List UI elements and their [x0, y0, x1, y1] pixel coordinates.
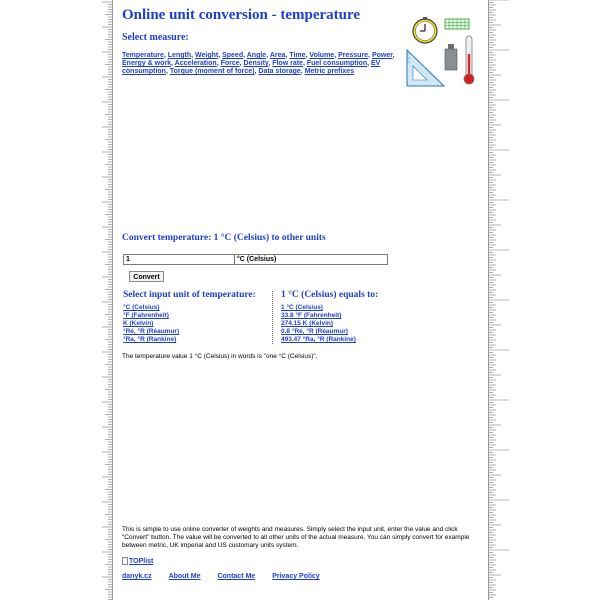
- toplist-label: TOPlist: [129, 557, 154, 565]
- page-title: Online unit conversion - temperature: [122, 7, 361, 23]
- convert-heading: Convert temperature: 1 °C (Celsius) to other units: [122, 233, 326, 243]
- thermometer-icon: [464, 36, 474, 84]
- select-measure-heading: Select measure:: [122, 32, 189, 43]
- measure-link[interactable]: Density: [243, 60, 269, 67]
- input-unit-link[interactable]: °C (Celsius): [123, 304, 160, 311]
- measure-link[interactable]: Temperature: [122, 52, 164, 59]
- measure-link[interactable]: Energy & work: [122, 60, 172, 67]
- measurement-illustration: [404, 14, 482, 88]
- results-heading: 1 °C (Celsius) equals to:: [281, 290, 379, 300]
- footer-link[interactable]: danyk.cz: [122, 573, 152, 580]
- result-link[interactable]: 1 °C (Celsius): [281, 304, 323, 311]
- input-unit-link[interactable]: K (Kelvin): [123, 320, 154, 327]
- measure-link[interactable]: Length: [167, 52, 192, 59]
- measure-link[interactable]: Fuel consumption: [306, 60, 368, 67]
- measure-link[interactable]: Force: [220, 60, 240, 67]
- input-unit-link[interactable]: °Ra, °R (Rankine): [123, 336, 177, 343]
- measure-link[interactable]: Area: [269, 52, 286, 59]
- measure-link[interactable]: Acceleration: [174, 60, 217, 67]
- description-text: This is simple to use online converter of weights and measures. Simply select the input unit, enter the value and click "Convert" button. The value will be converted to all other units of the actual measure. You can simply convert for example between metric, UK imperial and US customary units system.: [122, 526, 470, 549]
- footer-link[interactable]: Contact Me: [217, 573, 256, 580]
- input-unit-list: [123, 304, 271, 344]
- measure-link[interactable]: Weight: [195, 52, 219, 59]
- measure-link[interactable]: Speed: [222, 52, 244, 59]
- grid-icon: [445, 19, 469, 29]
- result-link[interactable]: 0.8 °Ré, °R (Réaumur): [281, 328, 348, 335]
- footer-link[interactable]: About Me: [168, 573, 201, 580]
- result-link[interactable]: 493.47 °Ra, °R (Rankine): [281, 336, 356, 343]
- measure-link[interactable]: Pressure: [338, 52, 369, 59]
- measure-link[interactable]: Volume: [309, 52, 335, 59]
- clock-icon: [413, 17, 437, 43]
- measure-link[interactable]: Data storage: [258, 68, 301, 75]
- footer-links: [122, 573, 337, 580]
- measure-link[interactable]: EV consumption: [122, 60, 381, 75]
- ruler-left-decoration: [100, 0, 113, 600]
- result-link[interactable]: 33.8 °F (Fahrenheit): [281, 312, 342, 319]
- value-input[interactable]: 1: [123, 254, 235, 265]
- measure-link[interactable]: Time: [289, 52, 306, 59]
- results-column: [281, 290, 481, 344]
- measure-link[interactable]: Angle: [246, 52, 267, 59]
- measure-links: Temperature, Length, Weight, Speed, Angle, Area, Time, Volume, Pressure, Power, Energy & work, Acceleration, Force, Density, Flow rate, Fuel consumption, EV consumption, Torque (moment of force), Data storage, Metric prefixes: [122, 52, 395, 75]
- input-unit-column: [123, 290, 271, 344]
- weight-icon: [445, 44, 457, 70]
- unit-select[interactable]: °C (Celsius): [234, 254, 388, 265]
- words-text: The temperature value 1 °C (Celsius) in words is "one °C (Celsius)".: [122, 353, 318, 360]
- input-unit-heading: Select input unit of temperature:: [123, 290, 256, 300]
- result-link[interactable]: 274.15 K (Kelvin): [281, 320, 334, 327]
- set-square-icon: [407, 50, 444, 86]
- ruler-right-decoration: [488, 0, 513, 600]
- toplist-link[interactable]: [122, 557, 153, 565]
- measure-link[interactable]: Flow rate: [272, 60, 303, 67]
- measure-link[interactable]: Power: [371, 52, 393, 59]
- input-unit-link[interactable]: °F (Fahrenheit): [123, 312, 169, 319]
- broken-image-icon: [122, 557, 128, 565]
- convert-button[interactable]: Convert: [129, 271, 164, 282]
- footer-link[interactable]: Privacy Policy: [272, 573, 320, 580]
- measure-link[interactable]: Torque (moment of force): [169, 68, 255, 75]
- column-divider: [272, 291, 273, 344]
- input-unit-link[interactable]: °Ré, °R (Réaumur): [123, 328, 180, 335]
- results-list: [281, 304, 481, 344]
- measure-link[interactable]: Metric prefixes: [304, 68, 355, 75]
